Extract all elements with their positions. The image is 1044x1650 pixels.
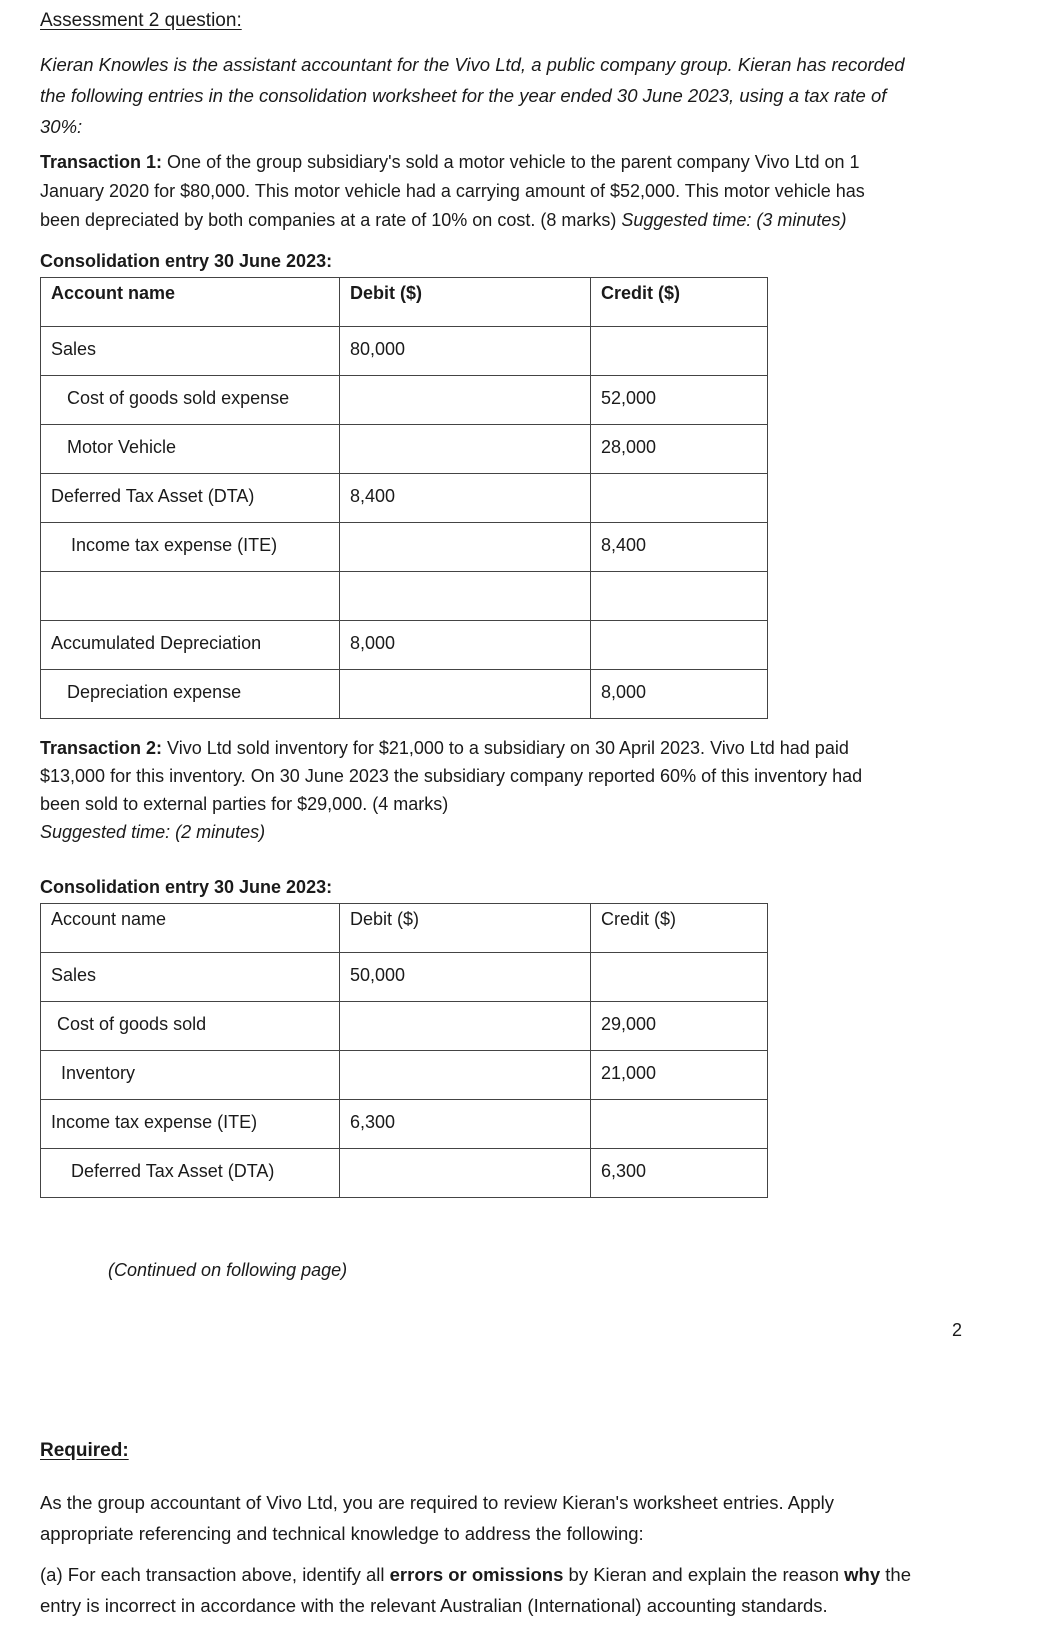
transaction-1-entry-label: Consolidation entry 30 June 2023: bbox=[40, 251, 333, 271]
credit-cell: 6,300 bbox=[591, 1149, 768, 1198]
part-a-text-2: by Kieran and explain the reason bbox=[563, 1564, 845, 1585]
table-header-row bbox=[41, 904, 768, 953]
intro-line-2: the following entries in the consolidation worksheet for the year ended 30 June 2023, using a tax rate of bbox=[40, 85, 887, 106]
header-debit: Debit ($) bbox=[340, 904, 591, 953]
required-paragraph-a bbox=[40, 1559, 1020, 1621]
transaction-2-entry-table bbox=[40, 903, 768, 1198]
table-row-empty bbox=[41, 572, 768, 621]
transaction-2-line-1: Vivo Ltd sold inventory for $21,000 to a subsidiary on 30 April 2023. Vivo Ltd had paid bbox=[162, 738, 849, 758]
debit-cell: 80,000 bbox=[340, 327, 591, 376]
credit-cell: 52,000 bbox=[591, 376, 768, 425]
transaction-2-line-3: been sold to external parties for $29,000. (4 marks) bbox=[40, 794, 449, 814]
intro-paragraph bbox=[40, 49, 1020, 142]
transaction-2-description bbox=[40, 734, 1020, 846]
table-row bbox=[41, 474, 768, 523]
transaction-2-entry-label: Consolidation entry 30 June 2023: bbox=[40, 877, 333, 897]
account-cell: Cost of goods sold expense bbox=[41, 376, 340, 425]
credit-cell bbox=[591, 327, 768, 376]
transaction-1-line-3: been depreciated by both companies at a rate of 10% on cost. (8 marks) bbox=[40, 210, 622, 230]
credit-cell bbox=[591, 621, 768, 670]
credit-cell bbox=[591, 572, 768, 621]
debit-cell bbox=[340, 523, 591, 572]
transaction-2-label: Transaction 2: bbox=[40, 738, 163, 758]
required-line-1: As the group accountant of Vivo Ltd, you are required to review Kieran's worksheet entries. Apply bbox=[40, 1492, 835, 1513]
table-row bbox=[41, 1002, 768, 1051]
credit-cell: 21,000 bbox=[591, 1051, 768, 1100]
continued-note: (Continued on following page) bbox=[108, 1260, 348, 1280]
part-a-line-2: entry is incorrect in accordance with the relevant Australian (International) accounting standards. bbox=[40, 1595, 828, 1616]
part-a-text-3: the bbox=[880, 1564, 912, 1585]
debit-cell bbox=[340, 1149, 591, 1198]
account-cell: Inventory bbox=[41, 1051, 340, 1100]
table-row bbox=[41, 1051, 768, 1100]
credit-cell bbox=[591, 953, 768, 1002]
debit-cell bbox=[340, 1002, 591, 1051]
debit-cell: 8,000 bbox=[340, 621, 591, 670]
part-a-bold-errors: errors or omissions bbox=[389, 1564, 564, 1585]
account-cell: Income tax expense (ITE) bbox=[41, 1100, 340, 1149]
transaction-1-entry-table bbox=[40, 277, 768, 719]
account-cell: Income tax expense (ITE) bbox=[41, 523, 340, 572]
header-account-name: Account name bbox=[41, 904, 340, 953]
credit-cell bbox=[591, 474, 768, 523]
transaction-1-description bbox=[40, 148, 1020, 235]
credit-cell: 28,000 bbox=[591, 425, 768, 474]
assessment-title: Assessment 2 question: bbox=[40, 10, 242, 31]
transaction-1-label: Transaction 1: bbox=[40, 152, 163, 172]
intro-line-1: Kieran Knowles is the assistant accountant for the Vivo Ltd, a public company group. Kieran has recorded bbox=[40, 54, 905, 75]
required-heading: Required: bbox=[40, 1440, 129, 1461]
required-paragraph-1 bbox=[40, 1487, 1005, 1549]
credit-cell: 29,000 bbox=[591, 1002, 768, 1051]
page-number: 2 bbox=[952, 1320, 963, 1340]
transaction-1-line-2: January 2020 for $80,000. This motor vehicle had a carrying amount of $52,000. This motor vehicle has bbox=[40, 181, 865, 201]
debit-cell: 6,300 bbox=[340, 1100, 591, 1149]
table-row bbox=[41, 327, 768, 376]
part-a-bold-why: why bbox=[844, 1564, 881, 1585]
header-credit: Credit ($) bbox=[591, 278, 768, 327]
part-a-text-1: (a) For each transaction above, identify all bbox=[40, 1564, 390, 1585]
account-cell: Deferred Tax Asset (DTA) bbox=[41, 1149, 340, 1198]
intro-line-3: 30%: bbox=[40, 116, 83, 137]
table-row bbox=[41, 1100, 768, 1149]
account-cell: Accumulated Depreciation bbox=[41, 621, 340, 670]
table-row bbox=[41, 376, 768, 425]
table-row bbox=[41, 523, 768, 572]
credit-cell bbox=[591, 1100, 768, 1149]
account-cell: Depreciation expense bbox=[41, 670, 340, 719]
transaction-2-line-2: $13,000 for this inventory. On 30 June 2023 the subsidiary company reported 60% of this inventory had bbox=[40, 766, 863, 786]
table-row bbox=[41, 670, 768, 719]
account-cell: Sales bbox=[41, 327, 340, 376]
transaction-1-line-1: One of the group subsidiary's sold a motor vehicle to the parent company Vivo Ltd on 1 bbox=[162, 152, 860, 172]
table-row bbox=[41, 1149, 768, 1198]
table-header-row bbox=[41, 278, 768, 327]
transaction-1-suggested-time: Suggested time: (3 minutes) bbox=[621, 210, 847, 230]
account-cell: Deferred Tax Asset (DTA) bbox=[41, 474, 340, 523]
header-debit: Debit ($) bbox=[340, 278, 591, 327]
debit-cell: 50,000 bbox=[340, 953, 591, 1002]
account-cell: Sales bbox=[41, 953, 340, 1002]
account-cell bbox=[41, 572, 340, 621]
debit-cell: 8,400 bbox=[340, 474, 591, 523]
required-line-2: appropriate referencing and technical knowledge to address the following: bbox=[40, 1523, 644, 1544]
header-account-name: Account name bbox=[41, 278, 340, 327]
debit-cell bbox=[340, 425, 591, 474]
credit-cell: 8,000 bbox=[591, 670, 768, 719]
debit-cell bbox=[340, 376, 591, 425]
table-row bbox=[41, 425, 768, 474]
table-row bbox=[41, 953, 768, 1002]
debit-cell bbox=[340, 572, 591, 621]
credit-cell: 8,400 bbox=[591, 523, 768, 572]
table-row bbox=[41, 621, 768, 670]
account-cell: Motor Vehicle bbox=[41, 425, 340, 474]
header-credit: Credit ($) bbox=[591, 904, 768, 953]
transaction-2-suggested-time: Suggested time: (2 minutes) bbox=[40, 822, 266, 842]
debit-cell bbox=[340, 1051, 591, 1100]
account-cell: Cost of goods sold bbox=[41, 1002, 340, 1051]
debit-cell bbox=[340, 670, 591, 719]
